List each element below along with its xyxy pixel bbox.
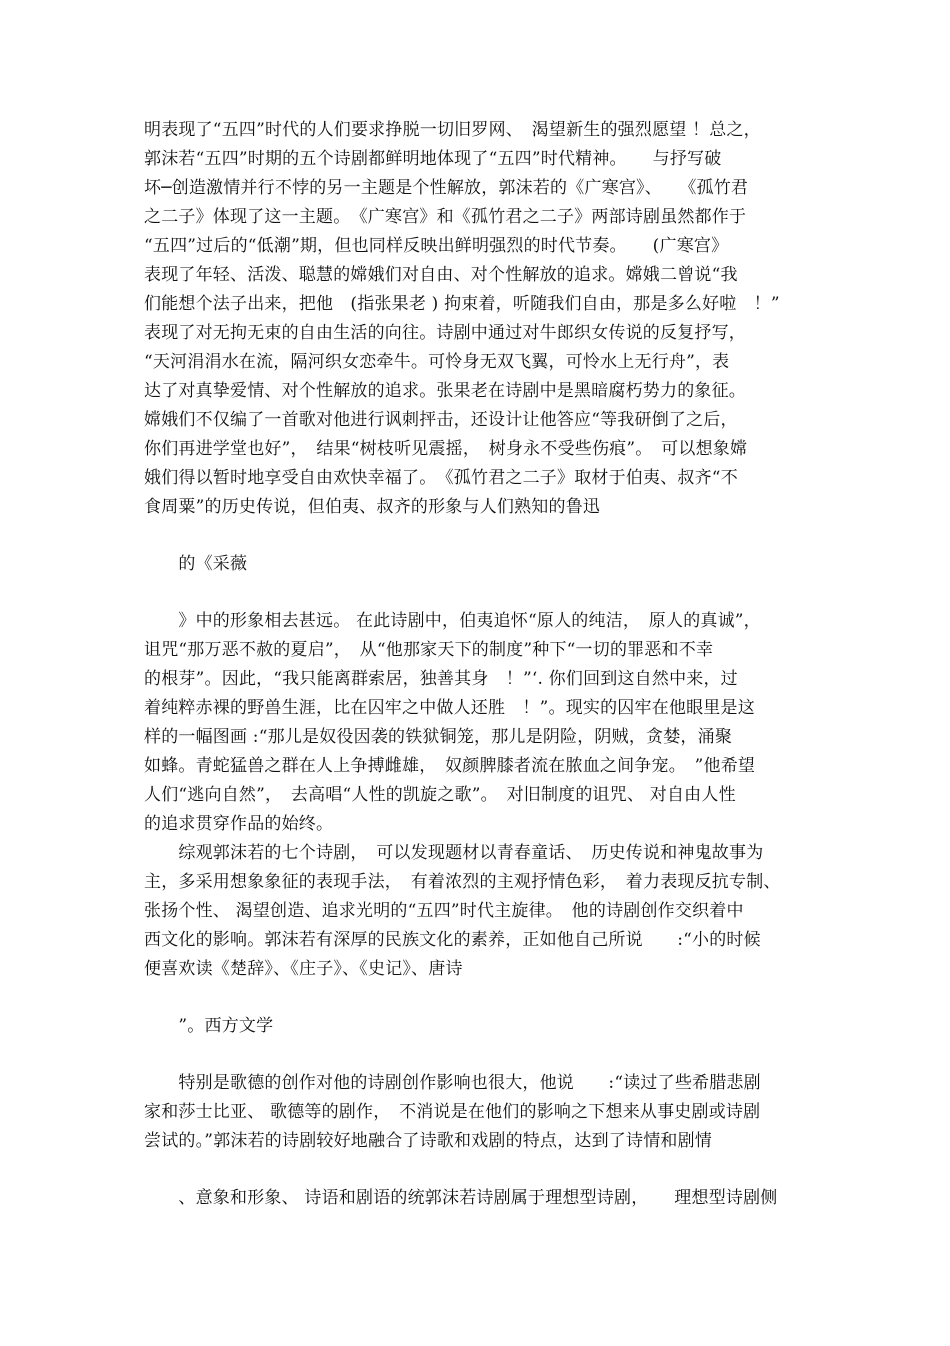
text-line: 达了对真挚爱情、对个性解放的追求。张果老在诗剧中是黑暗腐朽势力的象征。 [144,381,746,401]
text-line: 张扬个性、 渴望创造、追求光明的“五四”时代主旋律。 他的诗剧创作交织着中 [144,901,744,921]
text-line: 》中的形象相去甚远。 在此诗剧中，伯夷追怀“原人的纯洁， 原人的真诚”， [144,611,761,631]
text-line: 的追求贯穿作品的始终。 [144,814,334,834]
text-line: 特别是歌德的创作对他的诗剧创作影响也很大，他说 :“读过了些希腊悲剧 [144,1073,761,1093]
text-line: 嫦娥们不仅编了一首歌对他进行讽刺抨击，还设计让他答应“等我研倒了之后， [144,410,738,430]
text-line: 的根芽”。因此，“我只能离群索居，独善其身 ！”‘. 你们回到这自然中来，过 [144,669,738,689]
text-line: 家和莎士比亚、 歌德等的剧作， 不消说是在他们的影响之下想来从事史剧或诗剧 [144,1102,761,1122]
text-line: “五四”过后的“低潮”期，但也同样反映出鲜明强烈的时代节奏。 (广寒宫》 [144,236,729,256]
text-line: “天河涓涓水在流，隔河织女恋牵牛。可怜身无双飞翼，可怜水上无行舟”，表 [144,352,730,372]
text-line: 、意象和形象、 诗语和剧语的统郭沫若诗剧属于理想型诗剧， 理想型诗剧侧 [144,1188,778,1208]
text-line: 食周粟”的历史传说，但伯夷、叔齐的形象与人们熟知的鲁迅 [144,497,601,517]
text-line: 着纯粹赤裸的野兽生涯，比在囚牢之中做人还胜 ！”。现实的囚牢在他眼里是这 [144,698,755,718]
text-line: ”。西方文学 [144,1016,274,1036]
text-line: 综观郭沫若的七个诗剧， 可以发现题材以青春童话、 历史传说和神鬼故事为 [144,843,764,863]
text-line: 明表现了“五四”时代的人们要求挣脱一切旧罗网、 渴望新生的强烈愿望 ！总之， [144,120,761,140]
text-line: 西文化的影响。郭沫若有深厚的民族文化的素养，正如他自己所说 :“小的时候 [144,930,761,950]
text-line: 如蜂。青蛇猛兽之群在人上争搏雌雄， 奴颜脾膝者流在脓血之间争宠。 ”他希望 [144,756,756,776]
text-line: 娥们得以暂时地享受自由欢快幸福了。 《孤竹君之二子》取材于伯夷、叔齐“不 [144,468,738,488]
text-line: 表现了对无拘无束的自由生活的向往。诗剧中通过对牛郎织女传说的反复抒写， [144,323,746,343]
text-line: 你们再进学堂也好”， 结果“树枝听见震摇， 树身永不受些伤痕”。 可以想象嫦 [144,439,748,459]
text-line: 人们“逃向自然”， 去高唱“人性的凯旋之歌”。 对旧制度的诅咒、 对自由人性 [144,785,736,805]
text-line: 坏─创造激情并行不悖的另一主题是个性解放，郭沫若的《广寒宫》、 《孤竹君 [144,178,749,198]
text-line: 主，多采用想象象征的表现手法， 有着浓烈的主观抒情色彩， 着力表现反抗专制、 [144,872,781,892]
text-line: 尝试的。”郭沫若的诗剧较好地融合了诗歌和戏剧的特点，达到了诗情和剧情 [144,1131,712,1151]
text-line: 便喜欢读《楚辞》、《庄子》、《史记》、唐诗 [144,959,463,979]
text-line: 之二子》体现了这一主题。 《广寒宫》和《孤竹君之二子》两部诗剧虽然都作于 [144,207,747,227]
text-line: 郭沫若“五四”时期的五个诗剧都鲜明地体现了“五四”时代精神。 与抒写破 [144,149,722,169]
text-line: 样的一幅图画 :“那儿是奴役因袭的铁狱铜笼，那儿是阴险，阴贼，贪婪，涌聚 [144,727,733,747]
text-line: 表现了年轻、活泼、聪慧的嫦娥们对自由、对个性解放的追求。嫦娥二曾说“我 [144,265,738,285]
text-line: 诅咒“那万恶不赦的夏启”， 从“他那家天下的制度”种下“一切的罪恶和不幸 [144,640,714,660]
text-line: 们能想个法子出来，把他 (指张果老 ) 拘束着，听随我们自由，那是多么好啦 ！” [144,294,780,314]
text-line: 的《采薇 [144,554,248,574]
